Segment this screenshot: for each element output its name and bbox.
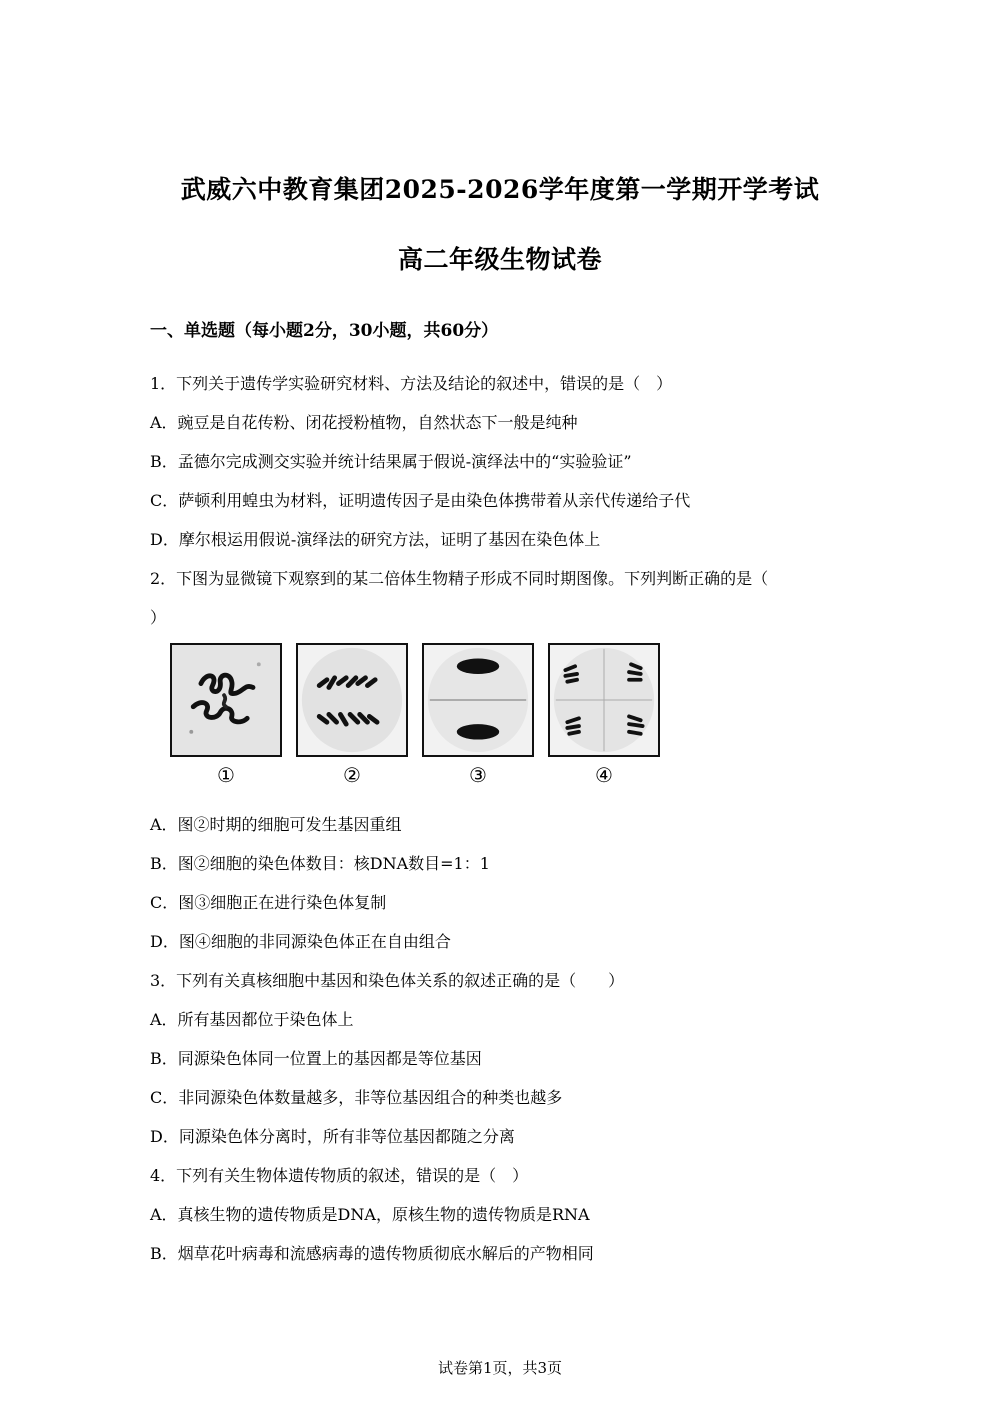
page-footer: 试卷第1页，共3页 [437, 1359, 563, 1377]
q1-option-d: D．摩尔根运用假说-演绎法的研究方法，证明了基因在染色体上 [150, 530, 601, 549]
q2-stem-line2: ） [150, 608, 167, 627]
q2-option-a: A．图②时期的细胞可发生基因重组 [150, 815, 402, 834]
figure-label-4: ④ [595, 763, 613, 787]
q2-option-c: C．图③细胞正在进行染色体复制 [150, 893, 387, 912]
exam-title: 武威六中教育集团2025-2026学年度第一学期开学考试 [180, 175, 820, 204]
figure-label-2: ② [343, 763, 361, 787]
micrograph-2 [296, 643, 408, 757]
q1-stem: 1．下列关于遗传学实验研究材料、方法及结论的叙述中，错误的是（ ） [150, 374, 673, 393]
q3-option-c: C．非同源染色体数量越多，非等位基因组合的种类也越多 [150, 1088, 563, 1107]
micrograph-1 [170, 643, 282, 757]
q1-option-c: C．萨顿利用蝗虫为材料，证明遗传因子是由染色体携带着从亲代传递给子代 [150, 491, 691, 510]
q4-stem: 4．下列有关生物体遗传物质的叙述，错误的是（ ） [150, 1166, 529, 1185]
figure-label-3: ③ [469, 763, 487, 787]
q2-option-d: D．图④细胞的非同源染色体正在自由组合 [150, 932, 451, 951]
q3-stem: 3．下列有关真核细胞中基因和染色体关系的叙述正确的是（ ） [150, 971, 625, 990]
exam-subtitle: 高二年级生物试卷 [397, 245, 602, 274]
q1-option-b: B．孟德尔完成测交实验并统计结果属于假说-演绎法中的“实验验证” [150, 452, 632, 471]
q4-option-a: A．真核生物的遗传物质是DNA，原核生物的遗传物质是RNA [150, 1205, 590, 1224]
micrograph-figure-row [170, 643, 662, 788]
q2-stem-line1: 2．下图为显微镜下观察到的某二倍体生物精子形成不同时期图像。下列判断正确的是（ [150, 569, 769, 588]
q3-option-a: A．所有基因都位于染色体上 [150, 1010, 354, 1029]
figure-label-1: ① [217, 763, 235, 787]
q4-option-b: B．烟草花叶病毒和流感病毒的遗传物质彻底水解后的产物相同 [150, 1244, 594, 1263]
q3-option-b: B．同源染色体同一位置上的基因都是等位基因 [150, 1049, 482, 1068]
micrograph-3 [422, 643, 534, 757]
micrograph-4 [548, 643, 660, 757]
section-heading: 一、单选题（每小题2分，30小题，共60分） [150, 321, 499, 341]
q1-option-a: A．豌豆是自花传粉、闭花授粉植物，自然状态下一般是纯种 [150, 413, 578, 432]
q2-option-b: B．图②细胞的染色体数目：核DNA数目=1：1 [150, 854, 490, 873]
q3-option-d: D．同源染色体分离时，所有非等位基因都随之分离 [150, 1127, 515, 1146]
